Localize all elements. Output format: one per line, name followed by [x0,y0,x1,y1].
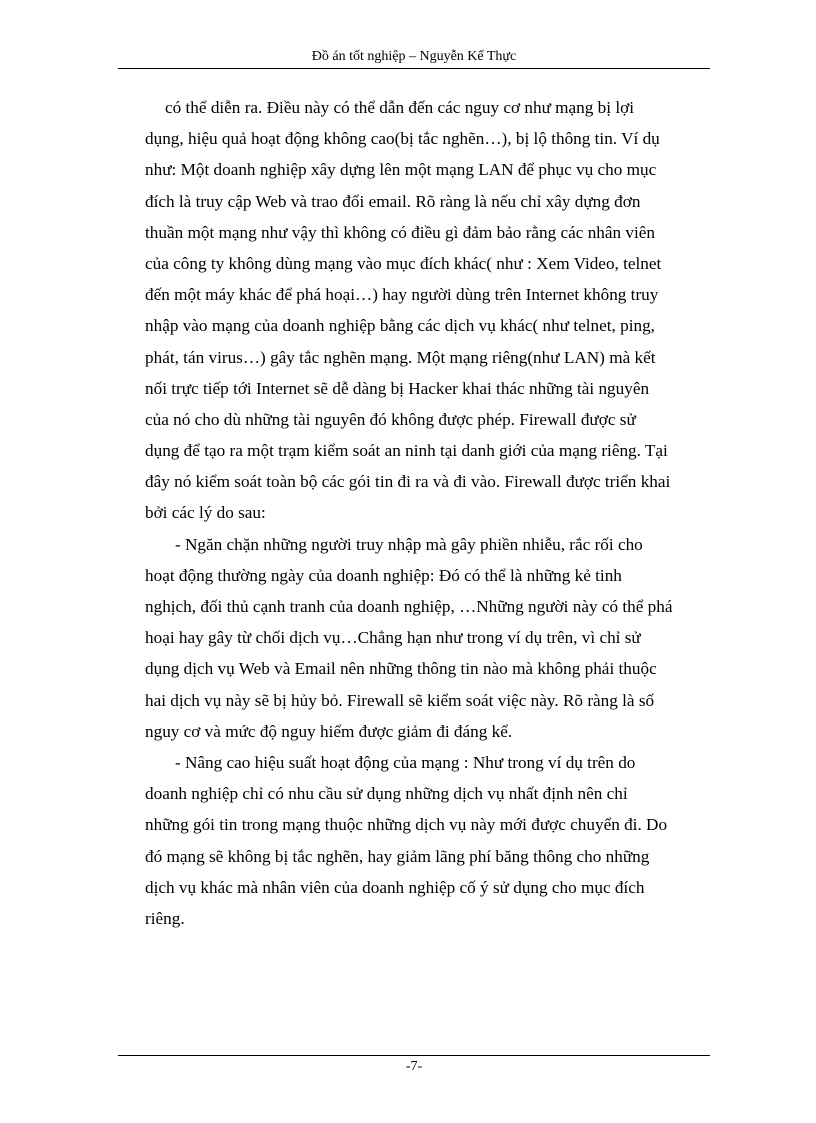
body-line: hai dịch vụ này sẽ bị hủy bỏ. Firewall sẽ kiểm soát việc này. Rõ ràng là số [145,690,655,710]
body-line: nguy cơ và mức độ nguy hiểm được giảm đi đáng kể. [145,721,513,741]
bullet-line: - Nâng cao hiệu suất hoạt động của mạng : Như trong ví dụ trên do [175,752,636,772]
body-line: dịch vụ khác mà nhân viên của doanh nghiệp cố ý sử dụng cho mục đích [145,877,645,897]
body-line: phát, tán virus…) gây tắc nghẽn mạng. Một mạng riêng(như LAN) mà kết [145,347,656,367]
body-line: đó mạng sẽ không bị tắc nghẽn, hay giảm lãng phí băng thông cho những [145,846,650,866]
body-line: riêng. [145,908,185,928]
bullet-line: - Ngăn chặn những người truy nhập mà gây phiền nhiễu, rắc rối cho [175,534,643,554]
body-line: nhập vào mạng của doanh nghiệp bằng các dịch vụ khác( như telnet, ping, [145,316,655,336]
body-line: đến một máy khác để phá hoại…) hay người dùng trên Internet không truy [145,285,659,305]
body-line: dụng dịch vụ Web và Email nên những thông tin nào mà không phải thuộc [145,659,657,679]
footer-divider [118,1055,710,1056]
body-line: nối trực tiếp tới Internet sẽ dễ dàng bị Hacker khai thác những tài nguyên [145,378,650,398]
body-line: doanh nghiệp chỉ có nhu cầu sử dụng những dịch vụ nhất định nên chỉ [145,784,628,804]
body-text [145,92,705,934]
page-header: Đồ án tốt nghiệp – Nguyễn Kế Thực [118,48,710,69]
body-line: dụng để tạo ra một trạm kiểm soát an ninh tại danh giới của mạng riêng. Tại [145,441,668,461]
body-line: những gói tin trong mạng thuộc những dịch vụ này mới được chuyển đi. Do [145,815,668,835]
body-line: bởi các lý do sau: [145,503,266,523]
body-line: hoạt động thường ngày của doanh nghiệp: Đó có thể là những kẻ tinh [145,565,622,585]
body-line: hoại hay gây từ chối dịch vụ…Chẳng hạn như trong ví dụ trên, vì chỉ sử [145,628,641,648]
body-line: của nó cho dù những tài nguyên đó không được phép. Firewall được sử [145,409,636,429]
body-line: nghịch, đối thủ cạnh tranh của doanh nghiệp, …Những người này có thể phá [145,597,673,616]
body-line: có thể diễn ra. Điều này có thể dẫn đến các nguy cơ như mạng bị lợi [165,98,634,117]
page-number: -7- [405,1059,423,1074]
body-line: như: Một doanh nghiệp xây dựng lên một mạng LAN để phục vụ cho mục [145,160,657,180]
body-line: đây nó kiểm soát toàn bộ các gói tin đi ra và đi vào. Firewall được triển khai [145,472,671,492]
body-line: của công ty không dùng mạng vào mục đích khác( như : Xem Video, telnet [145,253,662,273]
body-line: đích là truy cập Web và trao đổi email. Rõ ràng là nếu chỉ xây dựng đơn [145,191,641,211]
body-line: thuần một mạng như vậy thì không có điều gì đảm bảo rằng các nhân viên [145,222,656,242]
body-line: dụng, hiệu quả hoạt động không cao(bị tắc nghẽn…), bị lộ thông tin. Ví dụ [145,129,660,149]
